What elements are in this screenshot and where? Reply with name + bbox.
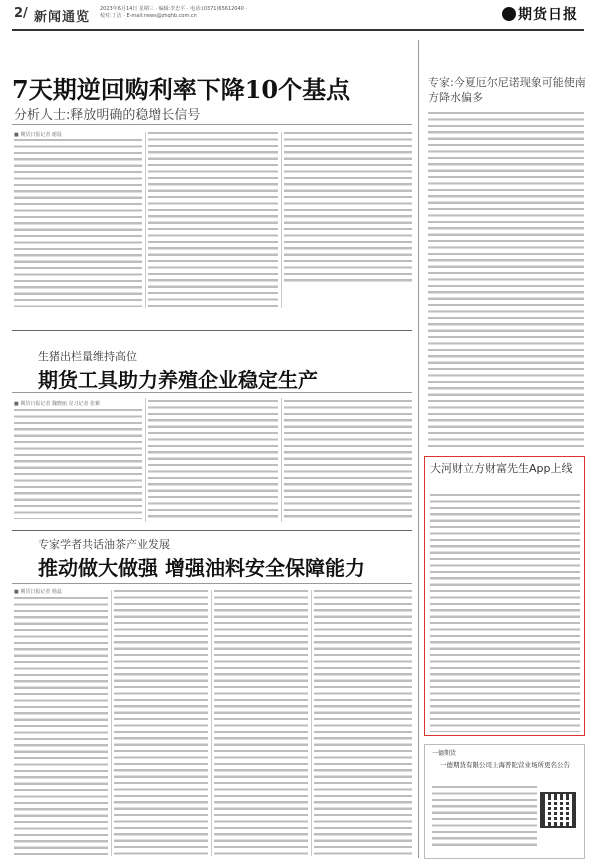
highlight-box-headline: 大河财立方财富先生App上线 [430, 462, 573, 475]
story1-byline: ■ 期货日报记者 谢晨 [14, 132, 62, 138]
story1-rule [12, 124, 412, 125]
column-divider [281, 398, 282, 522]
story1-column-1 [14, 139, 142, 307]
header-rule [12, 29, 584, 31]
column-divider [281, 132, 282, 308]
story2-column-3 [284, 400, 412, 520]
story3-kicker: 专家学者共话油茶产业发展 [38, 538, 170, 551]
column-divider [211, 590, 212, 856]
column-divider [145, 398, 146, 522]
highlight-box-body [430, 494, 580, 732]
story2-headline: 期货工具助力养殖企业稳定生产 [38, 368, 318, 392]
column-divider [145, 132, 146, 308]
section-title: 新闻通览 [34, 10, 91, 25]
story1-column-3 [284, 132, 412, 282]
column-divider [111, 590, 112, 856]
story3-column-3 [214, 590, 308, 856]
ad-body [432, 786, 537, 848]
ad-title: 一德期货有限公司上海普陀营业场所更名公告 [440, 761, 570, 769]
right-column-divider [418, 40, 419, 858]
story3-rule [12, 583, 412, 584]
section-divider [12, 530, 412, 531]
page-number: 2/ [14, 6, 28, 21]
story2-column-1 [14, 409, 142, 519]
section-divider [12, 330, 412, 331]
right-story-headline: 专家:今夏厄尔尼诺现象可能使南方降水偏多 [428, 76, 586, 104]
story3-column-2 [114, 590, 208, 856]
story2-rule [12, 392, 412, 393]
story1-subheadline: 分析人士:释放明确的稳增长信号 [14, 108, 201, 123]
story3-headline: 推动做大做强 增强油料安全保障能力 [38, 556, 365, 580]
story1-headline: 7天期逆回购利率下降10个基点 [12, 75, 351, 104]
story3-column-1 [14, 597, 108, 855]
logo-mark-icon [502, 7, 516, 21]
ad-logo: 一德期货 [432, 750, 457, 757]
story1-column-2 [148, 132, 278, 307]
issue-info: 2023年6月14日 星期三 · 编辑:李忠平 · 电话:(0371)65612040 · 校对:丁洁 · E-mail:news@zhqhb.com.cn [100, 6, 248, 19]
story2-byline: ■ 期货日报记者 魏晓丽 见习记者 张紫 [14, 401, 101, 407]
story2-column-2 [148, 400, 278, 520]
qr-code-pattern [546, 798, 570, 822]
masthead-logo [502, 4, 578, 24]
right-story-body [428, 112, 584, 450]
story3-byline: ■ 期货日报记者 杨蕊 [14, 589, 62, 595]
column-divider [311, 590, 312, 856]
logo-text: 期货日报 [518, 7, 578, 23]
story2-kicker: 生猪出栏量维持高位 [38, 350, 137, 363]
story3-column-4 [314, 590, 412, 856]
